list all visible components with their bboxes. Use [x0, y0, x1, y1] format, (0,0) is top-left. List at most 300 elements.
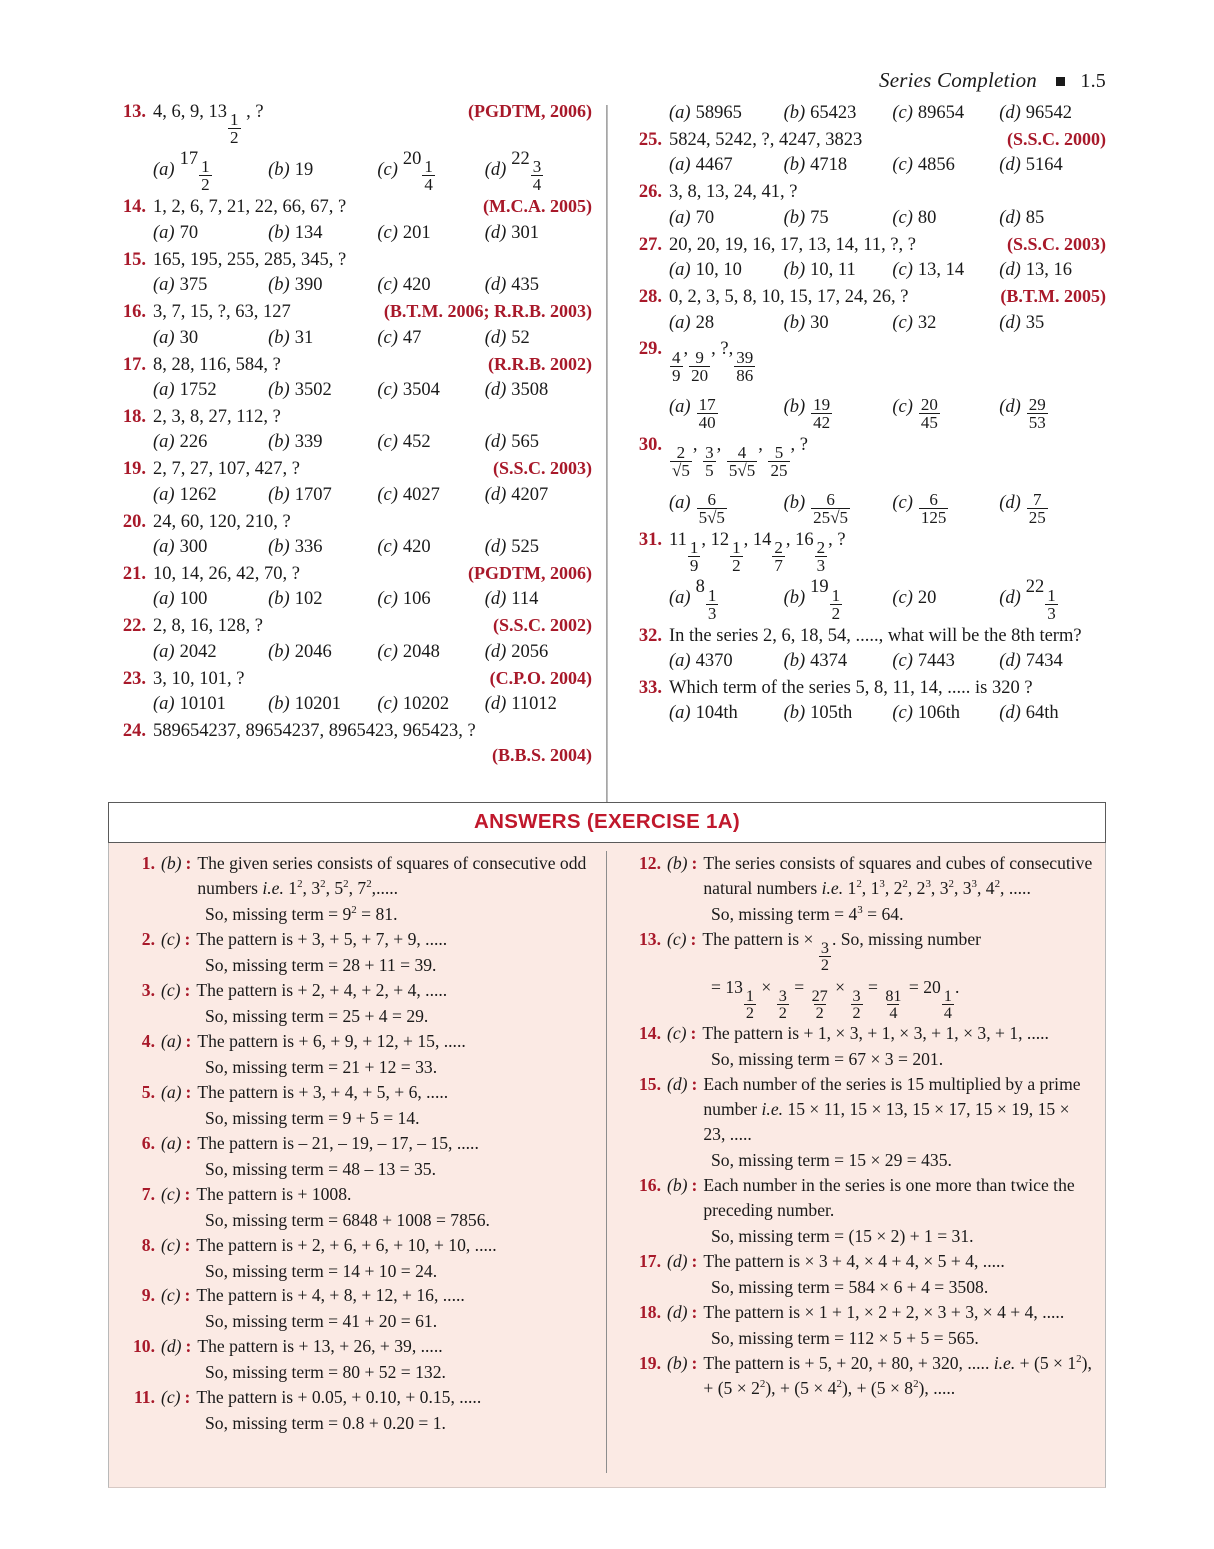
option-label: (c)	[892, 588, 913, 609]
question-source: (S.S.C. 2003)	[492, 458, 592, 479]
answer-text: The series consists of squares and cubes of consecutive natural numbers i.e. $1^2$, $1^3$, $2^2$, $2^3$, $3^2$, $3^3$, $4^2$, .....	[703, 853, 1093, 898]
option[interactable]	[999, 258, 1106, 283]
option[interactable]	[892, 258, 999, 283]
option[interactable]	[669, 258, 784, 283]
option[interactable]	[892, 649, 999, 674]
answer-option: (c)	[161, 1387, 181, 1408]
fraction: $\frac{6}{5√5}$	[698, 490, 725, 528]
question-text: 2, 8, 16, 128, ?	[153, 616, 263, 637]
fraction: $\frac{4}{5√5}$	[728, 443, 756, 481]
option[interactable]	[892, 575, 999, 621]
option[interactable]	[892, 153, 999, 178]
answer-colon: :	[691, 1250, 698, 1271]
option[interactable]	[892, 101, 999, 126]
option[interactable]	[669, 385, 784, 431]
question-line	[628, 528, 1106, 574]
answer-text: Each number of the series is 15 multiplied by a prime number i.e. 15 × 11, 15 × 13, 15 × 17, 15 × 19, 15 × 23, .....	[703, 1074, 1081, 1145]
option[interactable]	[268, 273, 377, 298]
fraction: $\frac{20}{45}$	[920, 394, 938, 432]
question-number: 20.	[122, 511, 146, 532]
answer-continuation: So, missing term = 21 + 12 = 33.	[205, 1056, 438, 1077]
question-line	[628, 128, 1106, 152]
fraction: $\frac{3}{2}$	[778, 986, 787, 1022]
option-value: 4374	[810, 651, 848, 671]
option-label: (b)	[783, 651, 806, 671]
question-text: 24, 60, 120, 210, ?	[153, 511, 291, 532]
option[interactable]	[377, 483, 484, 508]
option-label: (b)	[268, 159, 290, 180]
option-row	[112, 326, 592, 351]
option[interactable]	[485, 692, 592, 717]
option-label: (d)	[484, 537, 507, 558]
option[interactable]	[485, 221, 592, 246]
option[interactable]	[999, 701, 1106, 726]
option-label: (d)	[999, 703, 1021, 724]
fraction: $\frac{19}{42}$	[813, 394, 831, 432]
fraction: $\frac{2}{√5}$	[672, 443, 690, 481]
option[interactable]	[892, 311, 999, 336]
answer-text: The pattern is + 4, + 8, + 12, + 16, .....	[196, 1285, 465, 1306]
option-value: 5164	[1025, 155, 1063, 176]
answer-continuation: So, missing term = 9 + 5 = 14.	[205, 1107, 420, 1128]
question-line	[112, 353, 592, 377]
option[interactable]	[999, 153, 1106, 178]
option-value: 201	[402, 222, 431, 243]
option[interactable]	[784, 101, 893, 126]
question-text: 2, 3, 8, 27, 112, ?	[153, 406, 281, 427]
option-value: 65423	[810, 103, 857, 123]
question-text: 3, 10, 101, ?	[153, 668, 245, 689]
option[interactable]	[377, 535, 484, 560]
column-divider	[606, 105, 608, 803]
fraction: $\frac{29}{53}$	[1028, 394, 1046, 432]
option[interactable]	[892, 701, 999, 726]
option-label: (c)	[377, 432, 398, 453]
option-label: (c)	[377, 327, 398, 348]
answer-text: The pattern is + 3, + 4, + 5, + 6, .....	[197, 1081, 449, 1102]
question-line	[112, 562, 592, 586]
option-value: 3504	[402, 379, 440, 400]
option-value: 420	[402, 275, 431, 296]
answer-number: 16.	[639, 1175, 661, 1195]
question-source: (S.S.C. 2003)	[1006, 233, 1106, 254]
question-source: (PGDTM, 2006)	[468, 563, 592, 583]
fraction: $\frac{9}{20}$	[691, 347, 709, 385]
answer-text: The pattern is × 3 + 4, × 4 + 4, × 5 + 4, .....	[703, 1250, 1005, 1271]
question-text: 11 $\frac{1}{9}$ , 12 $\frac{1}{2}$ , 14 $\frac{2}{7}$ , 16 $\frac{2}{3}$ , ?	[669, 530, 846, 576]
option[interactable]	[485, 273, 592, 298]
answer-option: (c)	[161, 928, 181, 949]
question-item	[112, 195, 592, 245]
fraction: $\frac{3}{2}$	[820, 938, 829, 974]
answer-option: (c)	[667, 1023, 687, 1044]
question-item	[112, 248, 592, 298]
question-item	[628, 233, 1106, 283]
square-bullet-icon	[1056, 77, 1065, 86]
question-number: 21.	[122, 564, 146, 584]
option[interactable]	[999, 311, 1106, 336]
question-line	[628, 233, 1106, 257]
option[interactable]	[153, 483, 268, 508]
option-label: (a)	[153, 641, 175, 662]
answer-text: The pattern is + 1, × 3, + 1, × 3, + 1, × 3, + 1, .....	[702, 1023, 1049, 1044]
option[interactable]	[268, 692, 377, 717]
answer-number: 2.	[141, 928, 155, 949]
question-item	[628, 433, 1106, 526]
question-number: 15.	[122, 249, 146, 270]
answer-text: The pattern is + 3, + 5, + 7, + 9, .....	[196, 928, 448, 949]
option[interactable]	[669, 575, 784, 621]
option-value: 106th	[917, 703, 961, 724]
option[interactable]	[999, 480, 1106, 526]
option-label: (a)	[153, 222, 175, 243]
question-item	[112, 667, 592, 717]
option-value: 17 $\frac{1}{2}$	[179, 149, 210, 195]
option-value	[1026, 385, 1049, 431]
question-number: 33.	[638, 677, 662, 698]
option[interactable]	[153, 535, 268, 560]
option-value: 10201	[294, 694, 341, 715]
option-row	[628, 385, 1106, 431]
option-label: (b)	[268, 694, 290, 715]
option[interactable]	[784, 701, 893, 726]
question-line	[112, 614, 592, 638]
option-label: (d)	[484, 589, 507, 610]
option[interactable]	[784, 258, 893, 283]
option[interactable]	[268, 587, 377, 612]
answer-option: (d)	[667, 1301, 688, 1322]
option-label: (c)	[377, 537, 398, 558]
option-value: 28	[695, 312, 715, 333]
question-item	[628, 337, 1106, 430]
question-number: 32.	[638, 625, 662, 646]
option-label: (c)	[892, 397, 913, 418]
option[interactable]	[153, 326, 268, 351]
answer-text: Each number in the series is one more than twice the preceding number.	[703, 1175, 1075, 1220]
question-item	[112, 353, 592, 403]
option-label: (a)	[153, 432, 175, 453]
questions-area	[0, 100, 1214, 800]
answer-text: The pattern is × 1 + 1, × 2 + 2, × 3 + 3, × 4 + 4, .....	[703, 1301, 1065, 1322]
answer-number: 19.	[639, 1352, 661, 1373]
option[interactable]	[485, 326, 592, 351]
answer-colon: :	[691, 1352, 698, 1373]
option[interactable]	[377, 378, 484, 403]
answer-continuation: So, missing term = 25 + 4 = 29.	[205, 1005, 429, 1026]
answer-number: 12.	[639, 853, 661, 873]
option[interactable]	[153, 640, 268, 665]
option[interactable]	[669, 101, 784, 126]
option-label: (d)	[484, 327, 507, 348]
question-text: 1, 2, 6, 7, 21, 22, 66, 67, ?	[153, 197, 347, 218]
option-value: 19 $\frac{1}{2}$	[810, 577, 841, 623]
answer-colon: :	[184, 979, 191, 1000]
option[interactable]	[892, 385, 999, 431]
question-number: 23.	[122, 668, 146, 689]
answer-number: 8.	[141, 1234, 155, 1255]
option-value: 1707	[294, 484, 332, 505]
answers-box	[108, 802, 1106, 1488]
answer-option: (b)	[667, 1352, 688, 1373]
option[interactable]	[268, 221, 377, 246]
option[interactable]	[669, 701, 784, 726]
answer-number: 3.	[141, 979, 155, 1000]
option[interactable]	[784, 649, 893, 674]
option-value: 89654	[917, 103, 965, 123]
fraction: $\frac{39}{86}$	[736, 347, 754, 385]
question-source: (PGDTM, 2006)	[468, 101, 592, 121]
option-value: 102	[294, 589, 323, 610]
answer-continuation: So, missing term = 6848 + 1008 = 7856.	[205, 1209, 490, 1230]
question-number: 16.	[122, 302, 146, 323]
answer-item	[119, 851, 592, 901]
question-item	[112, 300, 592, 350]
option-value: 300	[179, 537, 208, 558]
option[interactable]	[999, 101, 1106, 126]
option-value: 10, 11	[810, 260, 856, 281]
question-line	[112, 100, 592, 146]
option[interactable]	[784, 480, 893, 526]
option-value: 64th	[1025, 703, 1059, 724]
option-value: 4856	[917, 155, 955, 176]
answer-colon: :	[184, 1234, 191, 1255]
option[interactable]	[892, 206, 999, 231]
option[interactable]	[377, 430, 484, 455]
option-label: (a)	[153, 275, 175, 296]
option[interactable]	[669, 206, 784, 231]
question-number: 17.	[122, 354, 146, 375]
question-item	[112, 614, 592, 664]
option-label: (c)	[892, 651, 913, 671]
answer-continuation: So, missing term = (15 × 2) + 1 = 31.	[711, 1225, 974, 1246]
option[interactable]	[485, 378, 592, 403]
answer-colon: :	[184, 1183, 191, 1204]
option[interactable]	[377, 273, 484, 298]
option-label: (a)	[669, 260, 691, 281]
answer-number: 17.	[639, 1250, 661, 1271]
option-value: 390	[294, 275, 323, 296]
question-line	[112, 719, 592, 743]
option-label: (c)	[892, 260, 913, 281]
option-row	[628, 701, 1106, 726]
option-row	[628, 101, 1106, 126]
option-label: (a)	[669, 312, 691, 333]
question-item	[112, 405, 592, 455]
answer-number: 1.	[141, 853, 155, 873]
answer-continuation: So, missing term = 0.8 + 0.20 = 1.	[205, 1413, 446, 1434]
option[interactable]	[377, 221, 484, 246]
option-label: (b)	[268, 222, 290, 243]
option-label: (a)	[153, 159, 175, 180]
fraction: $\frac{1}{2}$	[230, 110, 239, 148]
option[interactable]	[485, 640, 592, 665]
question-number: 28.	[638, 287, 662, 308]
answer-colon: :	[691, 1301, 698, 1322]
option-label: (c)	[377, 589, 398, 610]
option[interactable]	[377, 587, 484, 612]
option[interactable]	[784, 153, 893, 178]
question-item	[628, 676, 1106, 726]
option[interactable]	[153, 378, 268, 403]
option[interactable]	[784, 311, 893, 336]
fraction: $\frac{6}{25√5}$	[813, 490, 849, 528]
question-number: 26.	[638, 182, 662, 203]
question-source: (B.B.S. 2004)	[491, 744, 592, 765]
answer-number: 14.	[639, 1023, 661, 1044]
question-text: $\frac{4}{9}$ , $\frac{9}{20}$ , ?, $\frac{39}{86}$	[672, 339, 754, 385]
option[interactable]	[485, 430, 592, 455]
option-value: 30	[810, 312, 829, 333]
option[interactable]	[153, 430, 268, 455]
option-value	[810, 385, 833, 431]
option[interactable]	[268, 483, 377, 508]
question-line	[628, 180, 1106, 204]
option[interactable]	[999, 206, 1106, 231]
option-label: (d)	[999, 397, 1021, 418]
option[interactable]	[268, 535, 377, 560]
option-label: (c)	[377, 641, 398, 662]
option-label: (a)	[153, 379, 175, 400]
option[interactable]	[153, 147, 268, 193]
option[interactable]	[669, 311, 784, 336]
answer-number: 7.	[141, 1183, 155, 1204]
option-label: (b)	[783, 703, 806, 724]
answer-text: The pattern is + 0.05, + 0.10, + 0.15, .....	[196, 1387, 482, 1408]
option[interactable]	[268, 326, 377, 351]
option-value: 47	[402, 327, 422, 348]
option[interactable]	[669, 480, 784, 526]
option-label: (b)	[268, 275, 290, 296]
option-label: (b)	[268, 379, 290, 400]
question-source: (B.T.M. 2006; R.R.B. 2003)	[383, 301, 592, 322]
option[interactable]	[153, 587, 268, 612]
option-row	[112, 535, 592, 560]
option[interactable]	[999, 385, 1106, 431]
question-number: 19.	[122, 459, 146, 480]
fraction: $\frac{81}{4}$	[885, 986, 902, 1022]
option[interactable]	[268, 147, 377, 193]
answer-item	[119, 1182, 592, 1207]
option-row	[112, 483, 592, 508]
question-line	[112, 667, 592, 691]
question-text: 10, 14, 26, 42, 70, ?	[153, 564, 300, 584]
option[interactable]	[669, 153, 784, 178]
option-value: 226	[179, 432, 208, 453]
option-label: (b)	[783, 492, 806, 513]
fraction: $\frac{27}{2}$	[811, 986, 828, 1022]
option[interactable]	[153, 221, 268, 246]
option[interactable]	[485, 535, 592, 560]
option[interactable]	[485, 587, 592, 612]
answer-text: The pattern is + 5, + 20, + 80, + 320, ..... i.e. + $(5 \times 1^2)$, + $(5 \times 2^2)$, + $(5 \times 4^2)$, + $(5 \times 8^2)$, .....	[703, 1352, 1092, 1398]
answer-item	[119, 1131, 592, 1156]
answer-option: (c)	[161, 1183, 181, 1204]
option[interactable]	[784, 575, 893, 621]
option-value	[810, 480, 851, 526]
option-label: (d)	[999, 260, 1021, 281]
question-number: 13.	[122, 102, 146, 122]
option[interactable]	[892, 480, 999, 526]
option[interactable]	[999, 649, 1106, 674]
question-text: 2, 7, 27, 107, 427, ?	[153, 459, 300, 480]
answer-item	[119, 1080, 592, 1105]
question-text: 3, 8, 13, 24, 41, ?	[669, 182, 798, 203]
answer-option: (c)	[161, 979, 181, 1000]
option-label: (d)	[484, 484, 507, 505]
option[interactable]	[153, 273, 268, 298]
question-line	[628, 285, 1106, 309]
answers-title: ANSWERS (EXERCISE 1A)	[108, 802, 1106, 843]
question-text: 3, 7, 15, ?, 63, 127	[153, 302, 291, 323]
fraction: $\frac{1}{3}$	[1047, 585, 1056, 623]
fraction: $\frac{1}{4}$	[424, 157, 433, 195]
option-value: 7434	[1025, 651, 1063, 671]
option[interactable]	[784, 206, 893, 231]
answer-text: The pattern is + 1008.	[196, 1183, 352, 1204]
option-label: (b)	[783, 397, 806, 418]
question-number: 22.	[122, 616, 146, 637]
option-label: (a)	[153, 327, 175, 348]
option-label: (c)	[377, 159, 398, 180]
option-row	[112, 378, 592, 403]
running-head	[0, 68, 1106, 93]
option-value	[918, 480, 950, 526]
answer-continuation: So, missing term = $9^2 = 81$.	[205, 903, 398, 924]
option[interactable]	[669, 649, 784, 674]
answer-item	[119, 1029, 592, 1054]
option-label: (b)	[268, 589, 290, 610]
answer-colon: :	[185, 853, 192, 873]
option[interactable]	[268, 378, 377, 403]
option-value: 4207	[511, 484, 549, 505]
option-label: (c)	[377, 484, 398, 505]
question-text: In the series 2, 6, 18, 54, ....., what will be the 8th term?	[669, 625, 1082, 646]
question-number: 29.	[638, 339, 662, 360]
question-text: 0, 2, 3, 5, 8, 10, 15, 17, 24, 26, ?	[669, 287, 909, 308]
question-source: (M.C.A. 2005)	[483, 196, 592, 217]
question-item	[628, 285, 1106, 335]
option[interactable]	[377, 326, 484, 351]
option-value: 301	[511, 222, 540, 243]
answer-continuation: So, missing term = $4^3 = 64$.	[711, 903, 904, 924]
option-value: 10, 10	[695, 260, 742, 281]
question-item	[112, 510, 592, 560]
option-label: (a)	[669, 155, 691, 176]
answer-item	[119, 978, 592, 1003]
option[interactable]	[485, 483, 592, 508]
question-text: 5824, 5242, ?, 4247, 3823	[669, 129, 863, 150]
answer-colon: :	[691, 1074, 698, 1095]
option[interactable]	[784, 385, 893, 431]
answer-colon: :	[185, 1132, 192, 1153]
answer-item	[119, 1233, 592, 1258]
fraction: $\frac{4}{9}$	[672, 347, 681, 385]
answers-column-right	[607, 851, 1105, 1473]
option[interactable]	[377, 692, 484, 717]
fraction: $\frac{2}{3}$	[816, 538, 826, 576]
option[interactable]	[377, 640, 484, 665]
option-label: (b)	[268, 537, 290, 558]
question-item	[628, 624, 1106, 674]
option[interactable]	[377, 147, 484, 193]
answer-item	[119, 1334, 592, 1359]
option[interactable]	[153, 692, 268, 717]
option[interactable]	[999, 575, 1106, 621]
option[interactable]	[268, 430, 377, 455]
question-source: (C.P.O. 2004)	[489, 667, 592, 688]
option[interactable]	[485, 147, 592, 193]
option[interactable]	[268, 640, 377, 665]
